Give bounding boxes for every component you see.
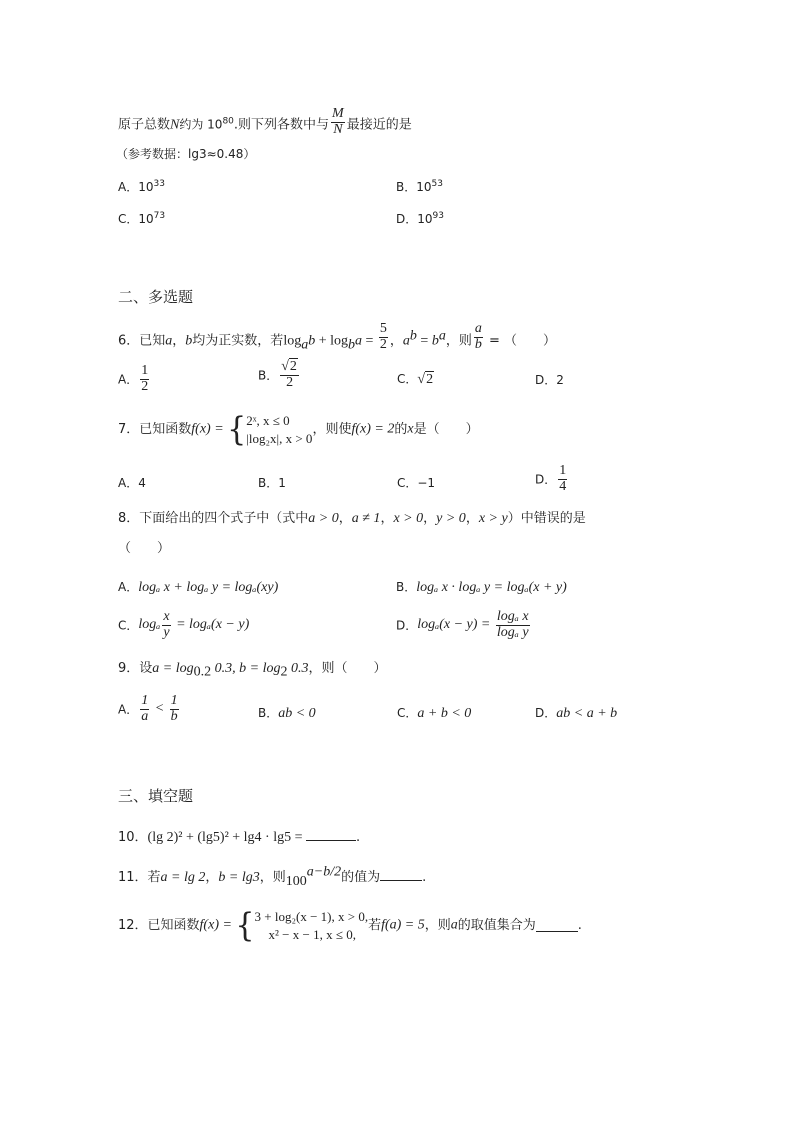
q8-stem-line1: 8．下面给出的四个式子中（式中a > 0，a ≠ 1，x > 0，y > 0，x > y）中错误的是 [118,511,586,526]
section-title-fill-in: 三、填空题 [118,787,194,805]
q5-text-after: 最接近的是 [346,117,412,133]
q12-stem: 12．已知函数f(x) = { 3 + log₂(x − 1), x > 0, x² − x − 1, x ≤ 0, 若f(a) = 5，则a的取值集合为 . [118,905,582,945]
q5-var-n: N [170,117,180,133]
q7-piecewise: 2ˣ, x ≤ 0 |log₂x|, x > 0 [246,413,313,446]
sqrt-icon: √2 [281,359,297,374]
q10-answer-blank[interactable] [306,828,356,841]
q9-option-b[interactable]: B．ab < 0 [258,706,316,721]
q6-five-halves: $\frac{5}{2}$ [379,321,387,352]
q5-exp80: 80 [222,116,234,127]
q8-option-c[interactable]: C．logₐ $\frac{x}{y}$ = logₐ(x − y) [118,609,250,640]
sqrt-icon: √2 [417,372,434,387]
q8-option-b[interactable]: B．logₐ x · logₐ y = logₐ(x + y) [396,580,567,595]
q5-option-d[interactable]: D．$10^{93}$ [396,211,444,226]
q11-stem: 11．若a = lg 2，b = lg3，则$100^{a-b/2}$的值为 . [118,864,427,889]
q7-option-c[interactable]: C．−1 [397,476,436,490]
q7-option-d[interactable]: D． $\frac{1}{4}$ [535,463,567,494]
section-title-multiple-choice: 二、多选题 [118,288,194,306]
q5-option-b[interactable]: B．$10^{53}$ [396,179,443,194]
q12-piecewise: 3 + log₂(x − 1), x > 0, x² − x − 1, x ≤ 0, [254,909,369,942]
q5-text-mid2: .则下列各数中与 [233,117,330,133]
q8-option-d[interactable]: D．logₐ(x − y) = $\frac{\text{logₐ x}}{\text{logₐ y}}$ [396,609,529,640]
q10-stem: 10．(lg 2)² + (lg5)² + lg4 · lg5 = . [118,830,361,845]
q6-option-d[interactable]: D．2 [535,373,564,387]
q7-stem: 7．已知函数f(x) = { 2ˣ, x ≤ 0 |log₂x|, x > 0 ，则使f(x) = 2的x是（ ） [118,409,479,449]
q5-line1 [118,106,412,140]
q6-stem: 6．已知a，b均为正实数，若$\log_ab + \log_ba$ = $\frac{5}{2}$ ，$a^b = b^a$，则 $\frac{a}{b}$ = （ ） [118,321,557,353]
q9-option-c[interactable]: C．a + b < 0 [397,706,472,721]
q5-option-a[interactable]: A．$10^{33}$ [118,179,165,194]
q5-option-c[interactable]: C．$10^{73}$ [118,211,166,226]
q5-text-mid: 约为 10 [179,117,223,132]
q6-option-c[interactable]: C．√2 [397,372,434,387]
q5-text-before: 原子总数 [118,117,171,133]
q9-option-a[interactable]: A． $\frac{1}{a}$ < $\frac{1}{b}$ [118,693,178,724]
q6-a-over-b: $\frac{a}{b}$ [474,321,482,352]
q12-answer-blank[interactable] [536,919,578,932]
q7-option-a[interactable]: A．4 [118,476,146,490]
q6-option-a[interactable]: A． $\frac{1}{2}$ [118,363,149,394]
q5-fraction: $\frac{M}{N}$ [332,106,344,137]
q6-option-b[interactable]: B． $\frac{√2}{2}$ [258,359,297,390]
q9-option-d[interactable]: D．ab < a + b [535,706,618,721]
q9-stem: 9．设$a = \log_{0.2} 0.3$, $b = \log_2 0.3$，则（ ） [118,661,387,680]
q8-stem-line2: （ ） [118,541,171,556]
q8-option-a[interactable]: A．logₐ x + logₐ y = logₐ(xy) [118,580,279,595]
left-brace-icon: { [235,905,255,945]
q5-ref: （参考数据：lg3≈0.48） [116,147,256,161]
left-brace-icon: { [227,409,247,449]
q7-option-b[interactable]: B．1 [258,476,286,490]
q11-answer-blank[interactable] [380,868,422,881]
